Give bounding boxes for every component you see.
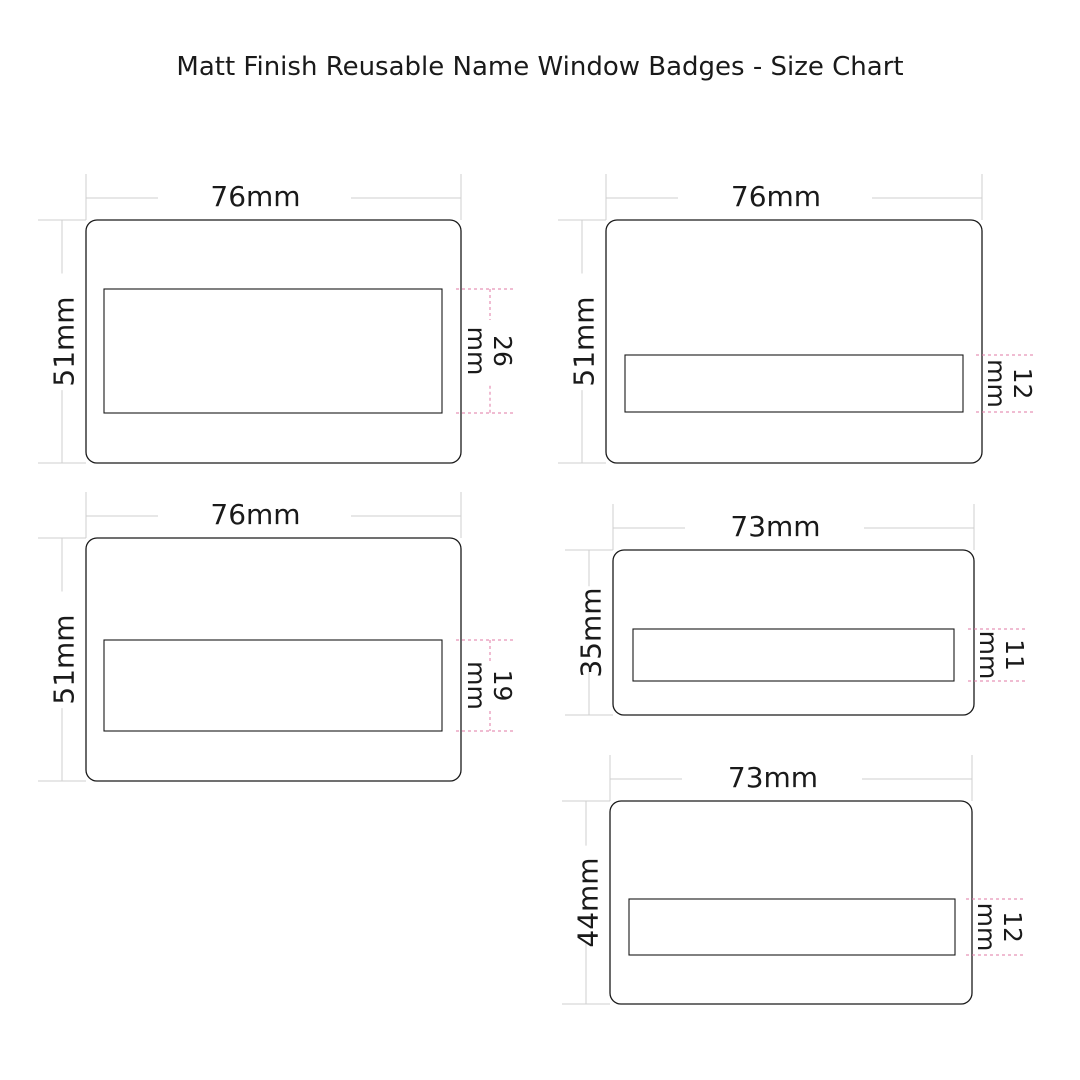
width-label: 76mm [210, 498, 301, 531]
badge-window [104, 289, 442, 413]
window-height-unit: mm [462, 661, 491, 710]
badge-outline [86, 220, 461, 463]
window-height-unit: mm [972, 902, 1001, 952]
width-label: 76mm [210, 180, 301, 213]
window-height-unit: mm [982, 359, 1011, 408]
width-label: 73mm [727, 761, 819, 794]
badge-outline [606, 220, 982, 463]
window-height-label [462, 327, 517, 376]
badge-4 [565, 504, 1029, 715]
badge-window [629, 899, 955, 955]
height-label: 51mm [47, 296, 81, 387]
width-label: 73mm [730, 510, 821, 543]
badge-outline [613, 550, 974, 715]
window-height-unit: mm [462, 326, 491, 376]
badge-outline [610, 801, 972, 1004]
window-height-label [462, 661, 517, 710]
badge-2 [558, 174, 1037, 463]
window-height-value: 26 [488, 335, 517, 367]
badge-window [625, 355, 963, 412]
window-height-value: 12 [998, 911, 1027, 943]
badge-5 [562, 755, 1027, 1004]
badge-window [633, 629, 954, 681]
window-height-value: 11 [1000, 639, 1029, 671]
window-height-unit: mm [974, 630, 1003, 680]
window-height-label [972, 903, 1027, 952]
window-height-value: 12 [1008, 367, 1037, 400]
width-label: 76mm [730, 180, 822, 213]
badge-3 [38, 492, 517, 781]
window-height-value: 19 [488, 669, 517, 702]
height-label: 44mm [571, 857, 605, 948]
badge-1 [38, 174, 517, 463]
badge-window [104, 640, 442, 731]
page-title: Matt Finish Reusable Name Window Badges - Size Chart [176, 52, 904, 82]
height-label: 35mm [574, 587, 608, 678]
height-label: 51mm [567, 296, 601, 387]
window-height-label [974, 631, 1029, 680]
badge-outline [86, 538, 461, 781]
height-label: 51mm [47, 614, 81, 705]
window-height-label [982, 359, 1037, 408]
